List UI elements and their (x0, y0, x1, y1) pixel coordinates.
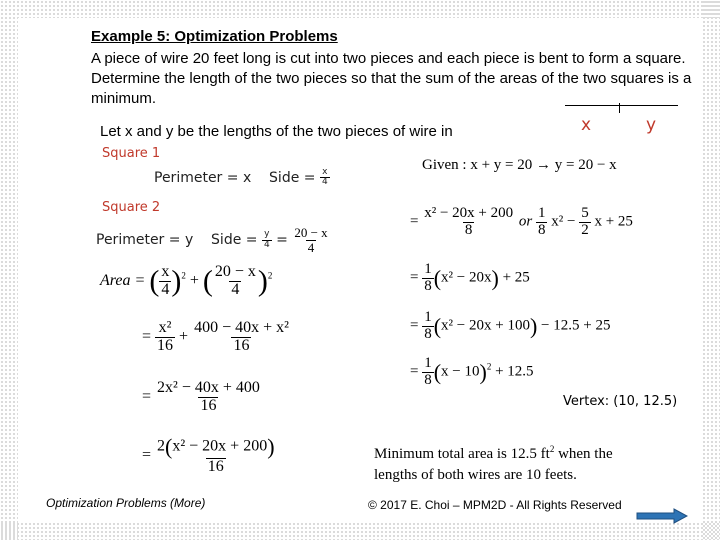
step2-body: x² − 20x (441, 269, 492, 286)
square2-side-den: 4 (263, 239, 270, 250)
step3-den: 8 (424, 325, 432, 342)
square2-side-fraction (262, 230, 272, 250)
step1-c1-fraction (536, 206, 548, 239)
area-l3-num: 2x² − 40x + 400 (157, 379, 260, 396)
step4-fraction (422, 356, 434, 389)
step4-exp: 2 (486, 361, 492, 372)
let-statement: Let x and y be the lengths of the two pieces of wire in (100, 123, 453, 140)
square2-eq: = (276, 232, 288, 249)
border-left (0, 0, 18, 540)
area-l2-a-den: 16 (157, 336, 174, 354)
square2-alt-num: 20 − x (294, 225, 328, 240)
area-label: Area = (100, 271, 146, 289)
square1-perimeter: Perimeter = x (154, 169, 252, 186)
vertex-label: Vertex: (10, 12.5) (563, 394, 678, 409)
area-t1-fraction (159, 264, 171, 299)
area-l3-den: 16 (200, 396, 217, 414)
area-line4 (142, 436, 277, 476)
minimum-exp: 2 (549, 444, 555, 454)
step1-eq: = (410, 213, 419, 230)
area-line2 (142, 320, 291, 355)
area-l2-plus: + (179, 327, 189, 345)
next-slide-button[interactable] (636, 508, 688, 529)
minimum-line1: Minimum total area is 12.5 ft (374, 446, 550, 462)
step2-tail: + 25 (502, 269, 530, 286)
square2-equation (96, 226, 330, 254)
step1-tail: x + 25 (594, 213, 633, 230)
step1-num: x² − 20x + 200 (424, 205, 514, 221)
area-l2-a-num: x² (158, 319, 172, 336)
step4-tail: + 12.5 (495, 363, 534, 380)
minimum-line2: lengths of both wires are 10 feets. (374, 467, 577, 483)
square1-side-prefix: Side = (269, 169, 316, 186)
step1-or: or (518, 213, 533, 230)
minimum-line1b: when the (554, 446, 613, 462)
step3-eq: = (410, 317, 419, 334)
footer-copyright: © 2017 E. Choi – MPM2D - All Rights Reserved (368, 498, 622, 512)
area-l3-eq: = (142, 387, 152, 405)
slide (18, 18, 702, 522)
area-line3 (142, 380, 262, 415)
square1-side-fraction (320, 168, 330, 188)
square1-side-num: x (322, 167, 328, 177)
border-bottom (0, 522, 720, 540)
slide-title: Example 5: Optimization Problems (91, 28, 338, 45)
table-divider (619, 103, 620, 113)
area-l4-den: 16 (207, 458, 224, 475)
area-t2-num: 20 − x (214, 263, 256, 280)
table-x-label: x (581, 115, 592, 135)
area-t1-num: x (161, 263, 170, 280)
step1-c2-fraction (579, 206, 591, 239)
area-t2-den: 4 (231, 280, 240, 298)
given-equation: Given : x + y = 20 → y = 20 − x (422, 157, 617, 173)
area-plus: + (189, 271, 199, 289)
area-l4-fraction (155, 436, 277, 476)
step1-c1-num: 1 (537, 205, 546, 221)
problem-statement: A piece of wire 20 feet long is cut into two pieces and each piece is bent to form a square. Determine the length of the two pieces so that the sum of the areas of the two squares is a minimum. (91, 50, 692, 107)
step1-c2-den: 2 (581, 221, 589, 238)
step1-fraction (422, 206, 515, 239)
area-l4-num-a: 2 (157, 437, 166, 455)
square2-side-num: y (264, 229, 270, 240)
step3-fraction (422, 310, 434, 343)
border-right (702, 0, 720, 540)
step1-c1-den: 8 (537, 221, 546, 238)
step1-mid: x² − (551, 213, 576, 230)
step2-den: 8 (424, 277, 432, 294)
area-t2-fraction (213, 264, 258, 299)
area-line1: Area = ( $\frac{x}{4}$ )$^2$ + ( $\frac{20 - x}{4}$ )$^2$ (100, 263, 273, 298)
step4-body: x − 10 (441, 363, 480, 380)
area-l2-eq: = (142, 327, 152, 345)
area-t1-exp: 2 (181, 270, 186, 281)
step1-c2-num: 5 (581, 205, 589, 221)
step4-eq: = (410, 363, 419, 380)
area-l2-b-fraction (192, 320, 291, 355)
step2-num: 1 (424, 261, 432, 277)
area-l4-eq: = (142, 446, 152, 464)
area-l2-b-num: 400 − 40x + x² (194, 319, 289, 336)
area-l3-fraction (155, 380, 262, 415)
area-l2-a-fraction (155, 320, 175, 355)
step3-tail: − 12.5 + 25 (541, 317, 611, 334)
footer-course-title: Optimization Problems (More) (46, 496, 206, 510)
square2-alt-den: 4 (307, 239, 315, 255)
area-l4-num: 2(x² − 20x + 200) (157, 434, 275, 459)
step1-den: 8 (464, 221, 473, 238)
square1-side-den: 4 (321, 177, 328, 188)
right-step2: = $\frac{1}{8}$ (x² − 20x) + 25 (410, 261, 530, 294)
square1-equation (154, 168, 330, 188)
step4-num: 1 (424, 355, 432, 371)
area-l2-b-den: 16 (233, 336, 250, 354)
step2-fraction (422, 262, 434, 295)
table-top-line (565, 105, 678, 106)
area-t2-exp: 2 (267, 270, 273, 281)
step3-num: 1 (424, 309, 432, 325)
minimum-statement (374, 439, 684, 486)
step3-body: x² − 20x + 100 (441, 317, 530, 334)
square1-label: Square 1 (102, 146, 161, 161)
table-y-label: y (646, 115, 657, 135)
xy-table (565, 103, 678, 135)
right-step4: = $\frac{1}{8}$ $(x - 10)^2 + 12.5$ (410, 355, 534, 388)
area-t1-den: 4 (161, 280, 170, 298)
square2-side-prefix: Side = (211, 232, 258, 249)
border-top (0, 0, 720, 18)
right-step1 (410, 206, 633, 239)
step4-den: 8 (424, 371, 432, 388)
square2-alt-fraction (292, 226, 329, 254)
area-l4-num-b: x² − 20x + 200 (172, 437, 268, 455)
step2-eq: = (410, 269, 419, 286)
right-step3: = $\frac{1}{8}$ (x² − 20x + 100) − 12.5 + 25 (410, 309, 611, 342)
square2-perimeter: Perimeter = y (96, 232, 194, 249)
right-arrow-icon (636, 508, 688, 524)
square2-label: Square 2 (102, 200, 161, 215)
